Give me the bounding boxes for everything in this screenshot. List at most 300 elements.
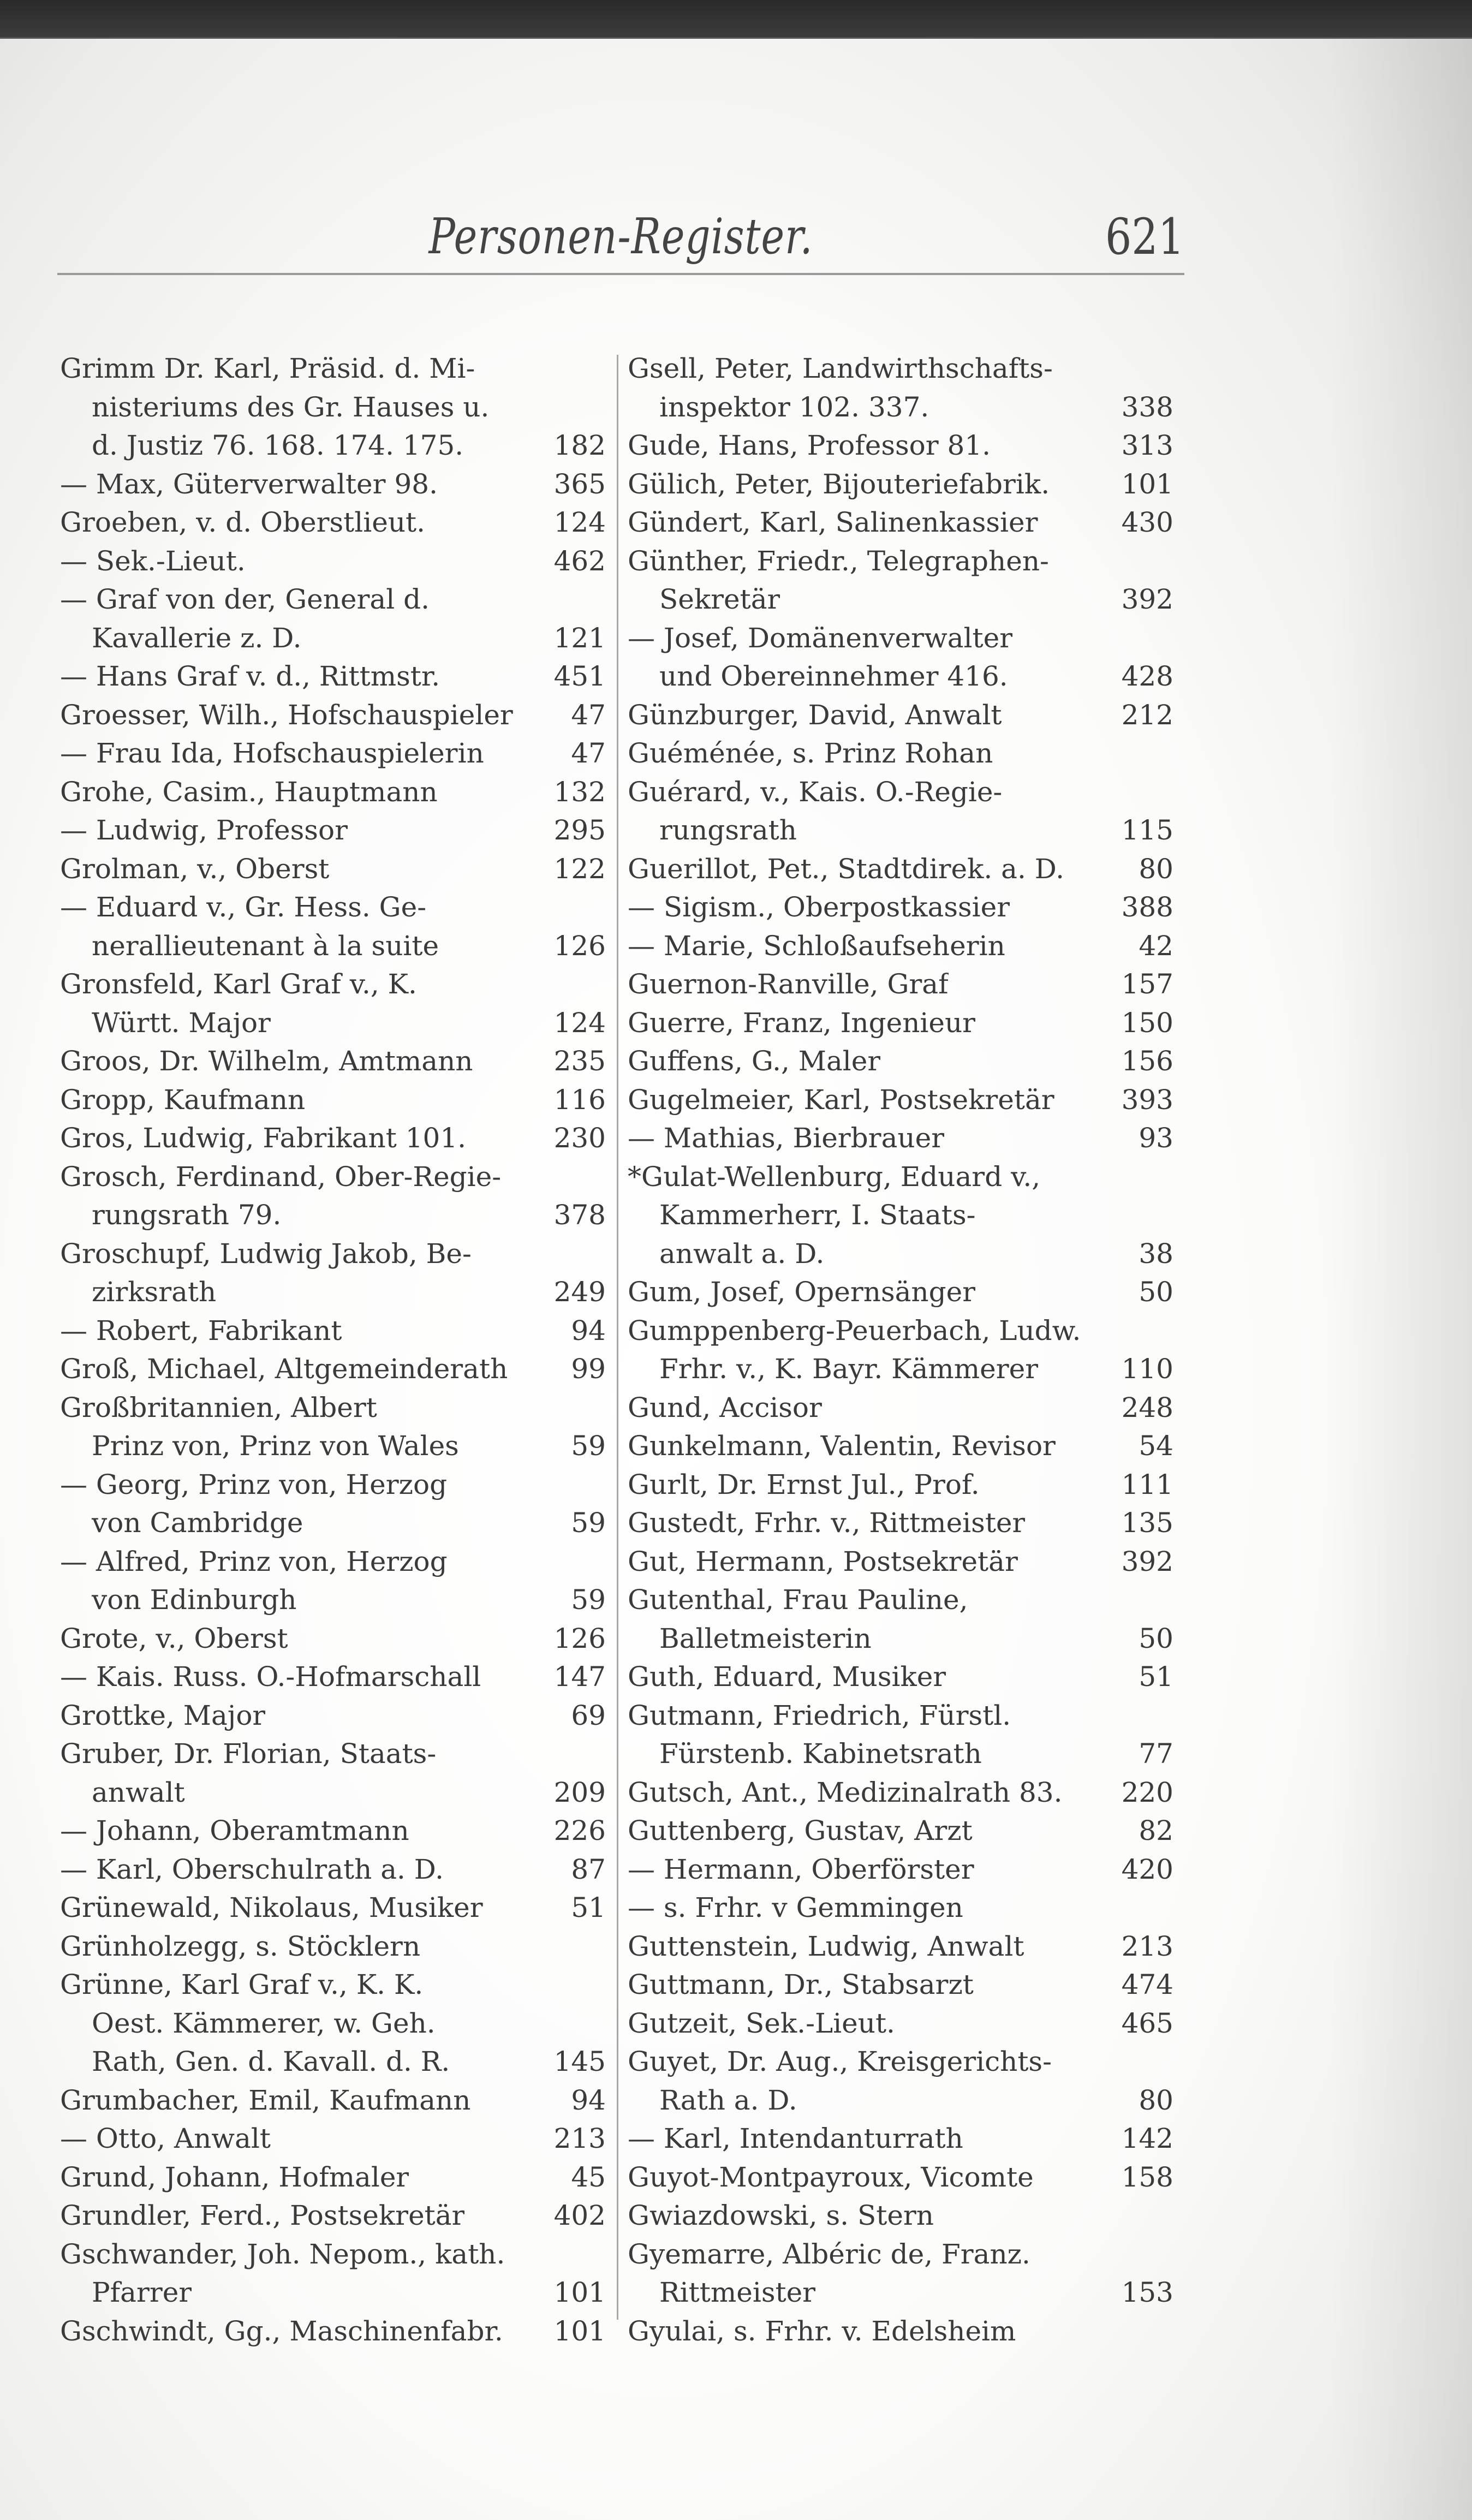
entry-text: Günther, Friedr., Telegraphen- [628, 545, 1049, 577]
page-reference: 42 [1139, 930, 1173, 962]
index-entry-continuation [628, 657, 1173, 696]
page-reference: 248 [1121, 1391, 1173, 1423]
index-entry [60, 2081, 606, 2120]
index-subentry [628, 1850, 1173, 1889]
index-entry [628, 1658, 1173, 1696]
entry-text: Gündert, Karl, Salinenkassier [628, 507, 1038, 538]
page-reference [1167, 349, 1173, 388]
index-entry [628, 426, 1173, 465]
page-reference: 45 [571, 2161, 606, 2193]
page-reference: 313 [1121, 430, 1173, 461]
index-subentry [60, 1312, 606, 1350]
page-reference [1167, 2235, 1173, 2274]
page-reference [599, 1965, 606, 2004]
page-reference: 392 [1121, 583, 1173, 615]
entry-text: Gyulai, s. Frhr. v. Edelsheim [628, 2315, 1016, 2347]
entry-text: Rittmeister [659, 2277, 816, 2308]
page-reference: 38 [1139, 1237, 1173, 1270]
entry-text: Guffens, G., Maler [628, 1045, 881, 1077]
entry-text: Grünewald, Nikolaus, Musiker [60, 1892, 483, 1923]
index-entry-continuation [60, 927, 606, 966]
index-entry [628, 1081, 1173, 1119]
index-entry-continuation [60, 388, 606, 427]
page-reference: 94 [571, 2084, 606, 2116]
page-reference: 338 [1121, 391, 1173, 423]
index-entry [628, 1312, 1173, 1350]
entry-text: Rath a. D. [659, 2084, 797, 2116]
index-entry [60, 1235, 606, 1273]
entry-text: von Edinburgh [92, 1584, 297, 1616]
entry-text: Gyemarre, Albéric de, Franz. [628, 2238, 1030, 2270]
page-reference: 59 [571, 1507, 606, 1539]
entry-text: Gronsfeld, Karl Graf v., K. [60, 968, 417, 1000]
page-reference: 50 [1139, 1622, 1173, 1654]
entry-text: Groeben, v. d. Oberstlieut. [60, 507, 426, 538]
page-reference: 94 [571, 1314, 606, 1347]
entry-text: — Ludwig, Professor [60, 811, 348, 850]
page-reference: 213 [553, 2123, 606, 2154]
index-subentry [60, 2119, 606, 2158]
index-entry [60, 1158, 606, 1196]
page-reference [1167, 619, 1173, 658]
page-reference: 110 [1121, 1353, 1173, 1385]
index-entry [628, 349, 1173, 388]
index-subentry [628, 888, 1173, 927]
index-entry-continuation [60, 1273, 606, 1312]
index-entry-continuation [60, 1504, 606, 1542]
index-entry [628, 1158, 1173, 1196]
index-entry [628, 2196, 1173, 2235]
index-entry [628, 1042, 1173, 1081]
entry-text: — Karl, Oberschulrath a. D. [60, 1850, 444, 1889]
index-entry-continuation [628, 1735, 1173, 1773]
page-reference: 93 [1139, 1122, 1173, 1154]
entry-text: Gut, Hermann, Postsekretär [628, 1545, 1018, 1577]
page-reference: 47 [571, 699, 606, 731]
index-entry-continuation [628, 811, 1173, 850]
entry-text: — Karl, Intendanturrath [628, 2119, 963, 2158]
entry-text: Prinz von, Prinz von Wales [92, 1430, 459, 1462]
page-reference: 156 [1121, 1045, 1173, 1077]
index-entry [628, 1427, 1173, 1465]
index-entry [628, 2158, 1173, 2197]
entry-text: Guéménée, s. Prinz Rohan [628, 737, 993, 769]
page-reference [599, 1542, 606, 1581]
entry-text: Kammerherr, I. Staats- [659, 1199, 976, 1231]
page-reference: 122 [553, 853, 606, 885]
page-reference [1167, 1196, 1173, 1235]
page-title: Personen-Register. [428, 207, 813, 265]
entry-text: Grote, v., Oberst [60, 1622, 288, 1654]
page-reference: 226 [553, 1815, 606, 1846]
page-reference: 121 [553, 622, 606, 654]
entry-text: Grottke, Major [60, 1699, 266, 1731]
page-reference: 249 [553, 1276, 606, 1308]
page-reference: 378 [553, 1199, 606, 1231]
page-reference: 402 [553, 2200, 606, 2231]
entry-text: nisteriums des Gr. Hauses u. [92, 391, 490, 423]
entry-text: Gschwindt, Gg., Maschinenfabr. [60, 2315, 503, 2347]
entry-text: rungsrath 79. [92, 1199, 282, 1231]
index-entry [628, 965, 1173, 1004]
page-reference: 212 [1121, 699, 1173, 731]
page-reference: 101 [553, 2277, 606, 2308]
page-reference: 145 [553, 2046, 606, 2077]
index-subentry [60, 1465, 606, 1504]
index-entry [60, 1619, 606, 1658]
entry-text: Groß, Michael, Altgemeinderath [60, 1353, 508, 1385]
index-subentry [60, 465, 606, 504]
entry-text: Rath, Gen. d. Kavall. d. R. [92, 2046, 450, 2077]
entry-text: Gwiazdowski, s. Stern [628, 2200, 934, 2231]
entry-text: Grünne, Karl Graf v., K. K. [60, 1969, 424, 2000]
entry-text: Balletmeisterin [659, 1622, 872, 1654]
index-entry [628, 1504, 1173, 1542]
entry-text: Gropp, Kaufmann [60, 1083, 306, 1116]
index-entry [628, 850, 1173, 889]
entry-text: Fürstenb. Kabinetsrath [659, 1738, 982, 1770]
index-entry [60, 2235, 606, 2274]
entry-text: — Marie, Schloßaufseherin [628, 927, 1005, 966]
page-reference [1167, 2312, 1173, 2351]
entry-text: — Kais. Russ. O.-Hofmarschall [60, 1658, 481, 1696]
entry-text: Pfarrer [92, 2277, 192, 2308]
index-entry [60, 1081, 606, 1119]
index-entry [628, 542, 1173, 581]
index-entry [60, 1696, 606, 1735]
page-reference: 116 [553, 1083, 606, 1116]
entry-text: d. Justiz 76. 168. 174. 175. [92, 430, 464, 461]
entry-text: Gude, Hans, Professor 81. [628, 430, 991, 461]
page-reference: 153 [1121, 2277, 1173, 2308]
index-entry [628, 1465, 1173, 1504]
page-reference: 54 [1139, 1430, 1173, 1462]
page-reference [1167, 2042, 1173, 2081]
page-reference: 158 [1121, 2161, 1173, 2193]
entry-text: Oest. Kämmerer, w. Geh. [92, 2007, 436, 2039]
page-reference: 430 [1121, 507, 1173, 538]
page-reference: 428 [1121, 660, 1173, 692]
page-reference: 295 [553, 814, 606, 846]
entry-text: Gutzeit, Sek.-Lieut. [628, 2007, 895, 2039]
index-subentry [628, 619, 1173, 658]
page-reference: 59 [571, 1584, 606, 1616]
index-entry-continuation [628, 388, 1173, 427]
index-entry [628, 2004, 1173, 2043]
page-reference [599, 2004, 606, 2043]
page-reference [1167, 1312, 1173, 1350]
page-reference: 157 [1121, 968, 1173, 1000]
page-number: 621 [1105, 207, 1184, 266]
entry-text: von Cambridge [92, 1507, 303, 1539]
page-reference [1167, 2196, 1173, 2235]
index-entry-continuation [60, 1773, 606, 1812]
index-entry-continuation [628, 580, 1173, 619]
index-entry [60, 503, 606, 542]
page-reference: 87 [571, 1853, 606, 1885]
entry-text: Guyot-Montpayroux, Vicomte [628, 2161, 1034, 2193]
entry-text: Guttmann, Dr., Stabsarzt [628, 1969, 974, 2000]
index-entry [60, 773, 606, 812]
index-column-right [628, 349, 1173, 2350]
page-reference: 465 [1121, 2007, 1173, 2039]
entry-text: Grünholzegg, s. Stöcklern [60, 1930, 421, 1962]
index-entry [60, 2158, 606, 2197]
index-entry-continuation [628, 1196, 1173, 1235]
index-column-left [60, 349, 606, 2350]
entry-text: Großbritannien, Albert [60, 1391, 377, 1423]
index-entry [628, 2042, 1173, 2081]
index-entry [60, 2312, 606, 2351]
entry-text: Gumppenberg-Peuerbach, Ludw. [628, 1314, 1081, 1347]
page-reference [599, 1735, 606, 1773]
entry-text: Grohe, Casim., Hauptmann [60, 776, 438, 808]
page-reference [599, 580, 606, 619]
index-entry [628, 1542, 1173, 1581]
index-subentry [60, 580, 606, 619]
page-reference: 111 [1121, 1468, 1173, 1500]
index-subentry [628, 927, 1173, 966]
entry-text: Gutmann, Friedrich, Fürstl. [628, 1699, 1011, 1731]
index-entry [628, 2235, 1173, 2274]
page-reference [599, 965, 606, 1004]
index-entry [628, 2312, 1173, 2351]
header-rule [57, 273, 1184, 275]
page-reference: 50 [1139, 1276, 1173, 1308]
page-reference [1167, 1696, 1173, 1735]
page-reference: 80 [1139, 2084, 1173, 2116]
index-subentry [60, 1542, 606, 1581]
page-reference [599, 388, 606, 427]
index-entry [628, 1581, 1173, 1619]
index-subentry [60, 542, 606, 581]
page-reference [599, 1465, 606, 1504]
entry-text: Guerre, Franz, Ingenieur [628, 1006, 976, 1039]
page-reference: 124 [553, 1006, 606, 1039]
entry-text: Gülich, Peter, Bijouteriefabrik. [628, 468, 1050, 500]
page-reference: 388 [1121, 891, 1173, 923]
page-reference: 150 [1121, 1006, 1173, 1039]
entry-text: Gutenthal, Frau Pauline, [628, 1584, 968, 1616]
index-entry [60, 349, 606, 388]
index-entry [628, 696, 1173, 735]
index-entry-continuation [60, 2273, 606, 2312]
entry-text: — Graf von der, General d. [60, 580, 430, 619]
page-reference: 101 [1121, 468, 1173, 500]
index-entry [628, 503, 1173, 542]
page-reference: 235 [553, 1045, 606, 1077]
entry-text: Guérard, v., Kais. O.-Regie- [628, 776, 1003, 808]
index-entry [628, 1965, 1173, 2004]
page-reference: 135 [1121, 1507, 1173, 1539]
index-entry [60, 850, 606, 889]
entry-text: Guyet, Dr. Aug., Kreisgerichts- [628, 2046, 1052, 2077]
entry-text: Guth, Eduard, Musiker [628, 1661, 946, 1693]
page-reference: 126 [553, 1622, 606, 1654]
index-entry-continuation [60, 1004, 606, 1042]
entry-text: — s. Frhr. v Gemmingen [628, 1888, 963, 1927]
entry-text: Guttenberg, Gustav, Arzt [628, 1815, 973, 1846]
entry-text: — Hermann, Oberförster [628, 1850, 974, 1889]
entry-text: — Eduard v., Gr. Hess. Ge- [60, 888, 426, 927]
page-reference: 220 [1121, 1776, 1173, 1808]
index-subentry [60, 1812, 606, 1850]
page-reference: 82 [1139, 1815, 1173, 1846]
entry-text: — Mathias, Bierbrauer [628, 1119, 944, 1158]
index-entry [60, 1350, 606, 1389]
page-reference [1167, 542, 1173, 581]
index-entry-continuation [60, 1427, 606, 1465]
entry-text: nerallieutenant à la suite [92, 930, 439, 962]
page-reference: 132 [553, 776, 606, 808]
entry-text: Groos, Dr. Wilhelm, Amtmann [60, 1045, 473, 1077]
index-entry-continuation [628, 2273, 1173, 2312]
page-reference: 115 [1121, 814, 1173, 846]
entry-text: Günzburger, David, Anwalt [628, 699, 1002, 731]
scan-top-band [0, 0, 1472, 39]
page-reference: 451 [553, 660, 606, 692]
index-entry [60, 1735, 606, 1773]
entry-text: Kavallerie z. D. [92, 622, 302, 654]
entry-text: — Sek.-Lieut. [60, 542, 246, 581]
entry-text: Guerillot, Pet., Stadtdirek. a. D. [628, 853, 1064, 885]
entry-text: — Frau Ida, Hofschauspielerin [60, 734, 484, 773]
entry-text: Gurlt, Dr. Ernst Jul., Prof. [628, 1468, 980, 1500]
entry-text: Württ. Major [92, 1006, 271, 1039]
index-entry-continuation [60, 1581, 606, 1619]
entry-text: Grolman, v., Oberst [60, 853, 330, 885]
page-reference: 147 [553, 1661, 606, 1693]
entry-text: — Johann, Oberamtmann [60, 1812, 409, 1850]
page-reference: 474 [1121, 1969, 1173, 2000]
entry-text: Gschwander, Joh. Nepom., kath. [60, 2238, 505, 2270]
entry-text: — Georg, Prinz von, Herzog [60, 1465, 447, 1504]
index-subentry [60, 1658, 606, 1696]
entry-text: Gutsch, Ant., Medizinalrath 83. [628, 1776, 1063, 1808]
index-entry-continuation [628, 1235, 1173, 1273]
index-entry [60, 1927, 606, 1966]
page-reference: 392 [1121, 1545, 1173, 1577]
page-reference [599, 349, 606, 388]
entry-text: — Alfred, Prinz von, Herzog [60, 1542, 448, 1581]
running-header [57, 207, 1184, 267]
entry-text: rungsrath [659, 814, 797, 846]
entry-text: Gum, Josef, Opernsänger [628, 1276, 976, 1308]
index-entry [628, 1696, 1173, 1735]
entry-text: Grundler, Ferd., Postsekretär [60, 2200, 465, 2231]
index-entry [628, 1927, 1173, 1966]
entry-text: Gsell, Peter, Landwirthschafts- [628, 353, 1053, 384]
index-entry [60, 696, 606, 735]
index-subentry [628, 1888, 1173, 1927]
index-entry [60, 1965, 606, 2004]
page-reference [1167, 773, 1173, 812]
index-entry-continuation [60, 619, 606, 658]
page-reference [599, 2235, 606, 2274]
page-reference: 51 [1139, 1661, 1173, 1693]
entry-text: — Sigism., Oberpostkassier [628, 888, 1010, 927]
index-entry-continuation [628, 1350, 1173, 1389]
entry-text: — Otto, Anwalt [60, 2119, 271, 2158]
page-reference [599, 1158, 606, 1196]
index-entry [60, 2196, 606, 2235]
index-entry [60, 1119, 606, 1158]
index-entry-continuation [60, 426, 606, 465]
column-divider [617, 355, 618, 2320]
page-reference [1167, 1888, 1173, 1927]
index-subentry [628, 2119, 1173, 2158]
page-reference: 393 [1121, 1083, 1173, 1116]
entry-text: anwalt a. D. [659, 1237, 825, 1270]
entry-text: Grosch, Ferdinand, Ober-Regie- [60, 1160, 502, 1193]
index-entry [60, 1888, 606, 1927]
entry-text: zirksrath [92, 1276, 217, 1308]
page-reference [599, 1927, 606, 1966]
index-entry-continuation [60, 2042, 606, 2081]
entry-text: Guttenstein, Ludwig, Anwalt [628, 1930, 1024, 1962]
index-entry-continuation [60, 1196, 606, 1235]
page-reference: 462 [553, 545, 606, 577]
index-entry [628, 773, 1173, 812]
entry-text: Gund, Accisor [628, 1391, 822, 1423]
page-reference: 59 [571, 1430, 606, 1462]
index-entry [628, 1389, 1173, 1427]
index-entry [60, 965, 606, 1004]
page-reference: 126 [553, 930, 606, 962]
index-subentry [60, 657, 606, 696]
index-entry [628, 465, 1173, 504]
page-reference: 99 [571, 1353, 606, 1385]
index-entry [60, 1389, 606, 1427]
entry-text: Gustedt, Frhr. v., Rittmeister [628, 1507, 1026, 1539]
page-reference: 124 [553, 507, 606, 538]
index-subentry [628, 1119, 1173, 1158]
entry-text: — Robert, Fabrikant [60, 1312, 342, 1350]
page-reference: 77 [1139, 1738, 1173, 1770]
page-reference [1167, 1158, 1173, 1196]
entry-text: Groesser, Wilh., Hofschauspieler [60, 699, 513, 731]
index-entry-continuation [628, 2081, 1173, 2120]
index-subentry [60, 734, 606, 773]
page-reference: 209 [553, 1776, 606, 1808]
entry-text: Gunkelmann, Valentin, Revisor [628, 1430, 1056, 1462]
entry-text: Gruber, Dr. Florian, Staats- [60, 1738, 437, 1770]
entry-text: und Obereinnehmer 416. [659, 660, 1008, 692]
entry-text: Guernon-Ranville, Graf [628, 968, 949, 1000]
page-reference: 213 [1121, 1930, 1173, 1962]
index-entry [628, 1773, 1173, 1812]
index-entry [628, 1273, 1173, 1312]
index-subentry [60, 1850, 606, 1889]
page-edge-shadow [1330, 39, 1472, 2520]
page-reference [1167, 1581, 1173, 1619]
page-reference [1167, 734, 1173, 773]
index-subentry [60, 811, 606, 850]
page-reference [599, 1235, 606, 1273]
entry-text: Groschupf, Ludwig Jakob, Be- [60, 1237, 472, 1270]
page-reference: 420 [1121, 1853, 1173, 1885]
entry-text: Grumbacher, Emil, Kaufmann [60, 2084, 471, 2116]
page-reference: 80 [1139, 853, 1173, 885]
entry-text: Gros, Ludwig, Fabrikant 101. [60, 1122, 467, 1154]
page-reference: 51 [571, 1892, 606, 1923]
entry-text: Frhr. v., K. Bayr. Kämmerer [659, 1353, 1039, 1385]
entry-text: inspektor 102. 337. [659, 391, 929, 423]
entry-text: Sekretär [659, 583, 780, 615]
page-reference: 47 [571, 737, 606, 769]
entry-text: Grund, Johann, Hofmaler [60, 2161, 409, 2193]
page-reference: 101 [553, 2315, 606, 2347]
